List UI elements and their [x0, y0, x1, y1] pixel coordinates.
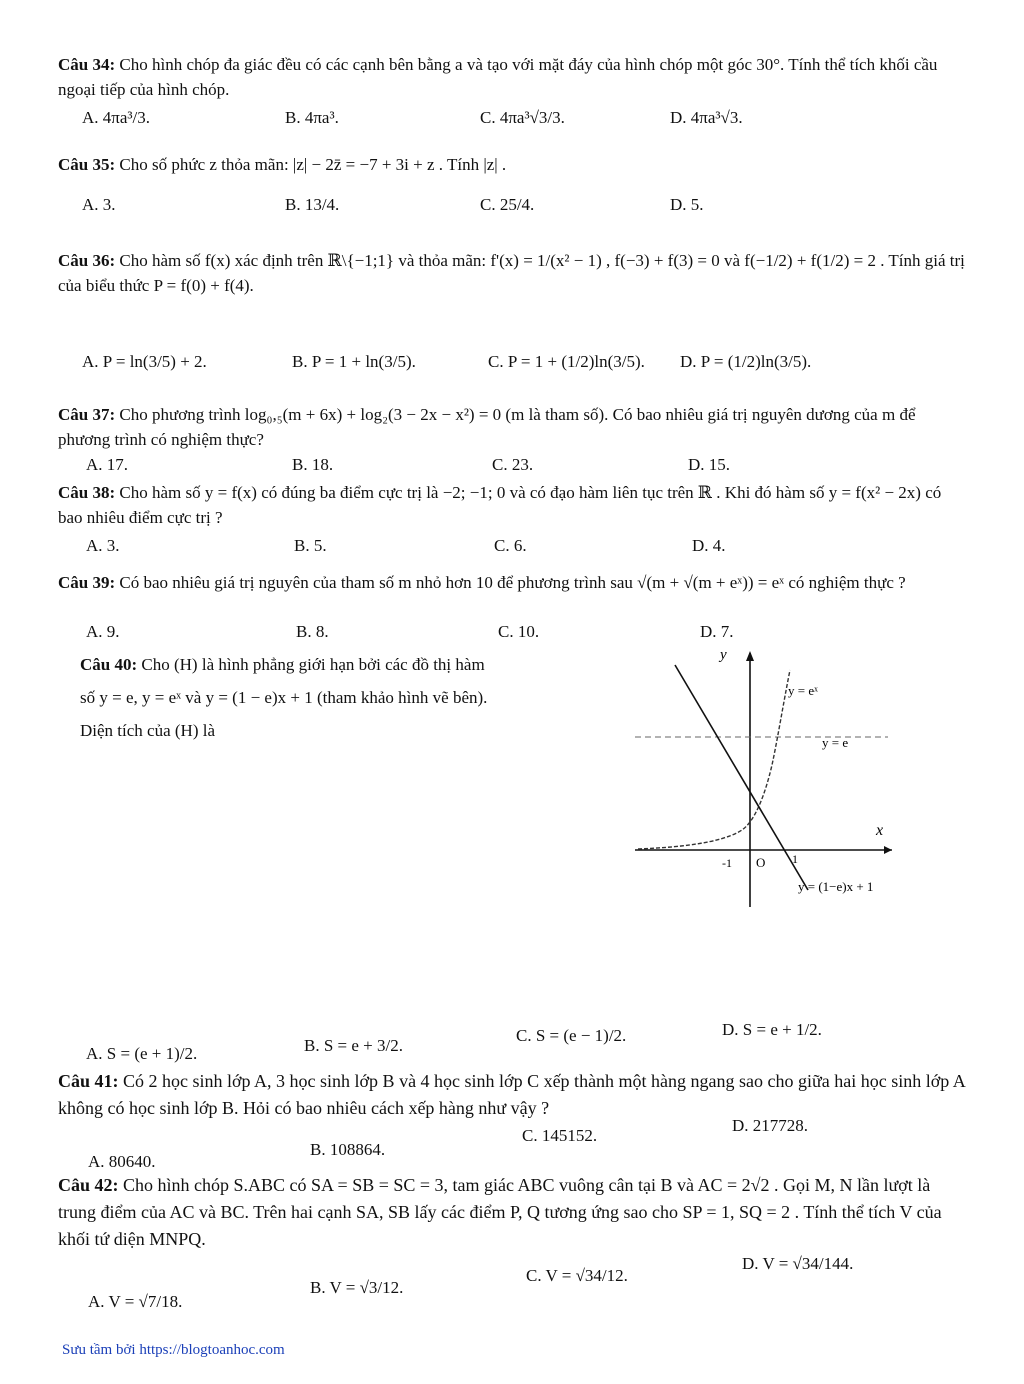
y-axis-label: y [720, 647, 727, 663]
question-text: Cho phương trình log₀,₅(m + 6x) + log₂(3 − 2x − x²) = 0 (m là tham số). Có bao nhiêu giá trị nguyên dương của m để phương trình có nghiệm thực? [58, 405, 916, 449]
option-b: B. 18. [292, 455, 334, 474]
options-35 [82, 195, 962, 229]
question-34 [58, 52, 968, 102]
question-text: Cho hàm số y = f(x) có đúng ba điểm cực trị là −2; −1; 0 và có đạo hàm liên tục trên ℝ . Khi đó hàm số y = f(x² − 2x) có bao nhiêu điểm cực trị ? [58, 483, 942, 527]
question-40 [80, 648, 600, 747]
question-number: Câu 37: [58, 405, 116, 424]
question-35 [58, 152, 968, 177]
option-b: B. V = √3/12. [310, 1278, 404, 1297]
option-d: D. 7. [700, 622, 734, 641]
option-a: A. 9. [86, 622, 120, 641]
question-text: Cho số phức z thỏa mãn: |z| − 2z̄ = −7 + 3i + z . Tính |z| . [119, 155, 507, 174]
option-c: C. 10. [498, 622, 540, 641]
option-b: B. 4πa³. [285, 108, 339, 127]
option-b: B. 8. [296, 622, 329, 641]
options-42 [82, 1254, 962, 1311]
options-41 [82, 1116, 962, 1174]
options-38 [82, 536, 962, 570]
question-number: Câu 35: [58, 155, 116, 174]
option-c: C. P = 1 + (1/2)ln(3/5). [488, 352, 645, 371]
question-text: Cho hình chóp S.ABC có SA = SB = SC = 3, tam giác ABC vuông cân tại B và AC = 2√2 . Gọi M, N lần lượt là trung điểm của AC và BC. Trên hai cạnh SA, SB lấy các điểm P, Q tương ứng sao cho SP = 1, SQ = 2 . Tính thể tích V của khối tứ diện MNPQ. [58, 1175, 942, 1249]
option-c: C. 145152. [522, 1126, 598, 1145]
option-d: D. 4. [692, 536, 726, 555]
option-d: D. 4πa³√3. [670, 108, 743, 127]
option-b: B. 5. [294, 536, 327, 555]
option-c: C. 6. [494, 536, 527, 555]
question-number: Câu 41: [58, 1071, 119, 1091]
option-b: B. 108864. [310, 1140, 386, 1159]
option-c: C. 23. [492, 455, 534, 474]
line-linear [675, 665, 808, 890]
x-axis-label: x [876, 822, 884, 839]
x-axis-arrow [884, 846, 892, 854]
question-text-line1: Cho (H) là hình phẳng giới hạn bởi các đồ thị hàm [141, 655, 485, 674]
label-e: y = e [822, 735, 849, 750]
question-text: Có bao nhiêu giá trị nguyên của tham số m nhỏ hơn 10 để phương trình sau √(m + √(m + eˣ)) = eˣ có nghiệm thực ? [119, 573, 906, 592]
question-number: Câu 34: [58, 55, 116, 74]
options-36 [82, 352, 962, 386]
option-d: D. 217728. [732, 1116, 809, 1135]
option-b: B. 13/4. [285, 195, 340, 214]
option-a: A. 17. [86, 455, 129, 474]
y-axis-arrow [746, 651, 754, 661]
question-text-line2: số y = e, y = eˣ và y = (1 − e)x + 1 (tham khảo hình vẽ bên). [80, 688, 488, 707]
option-a: A. 3. [82, 195, 116, 214]
option-a: A. V = √7/18. [88, 1292, 183, 1311]
option-a: A. 4πa³/3. [82, 108, 150, 127]
option-a: A. 3. [86, 536, 120, 555]
option-d: D. P = (1/2)ln(3/5). [680, 352, 812, 371]
label-linear: y = (1−e)x + 1 [798, 879, 874, 894]
question-38 [58, 480, 968, 530]
question-number: Câu 39: [58, 573, 116, 592]
option-a: A. P = ln(3/5) + 2. [82, 352, 207, 371]
option-d: D. 5. [670, 195, 704, 214]
question-text: Cho hàm số f(x) xác định trên ℝ\{−1;1} và thỏa mãn: f'(x) = 1/(x² − 1) , f(−3) + f(3) = 0 và f(−1/2) + f(1/2) = 2 . Tính giá trị của biểu thức P = f(0) + f(4). [58, 251, 965, 295]
option-c: C. 25/4. [480, 195, 535, 214]
function-graph [630, 645, 900, 910]
question-text: Cho hình chóp đa giác đều có các cạnh bên bằng a và tạo với mặt đáy của hình chóp một góc 30°. Tính thể tích khối cầu ngoại tiếp của hình chóp. [58, 55, 938, 99]
origin-label: O [756, 855, 766, 870]
option-c: C. 4πa³√3/3. [480, 108, 565, 127]
question-42 [58, 1172, 968, 1253]
question-37 [58, 402, 968, 452]
question-text: Có 2 học sinh lớp A, 3 học sinh lớp B và 4 học sinh lớp C xếp thành một hàng ngang sao cho giữa hai học sinh lớp A không có học sinh lớp B. Hỏi có bao nhiêu cách xếp hàng như vậy ? [58, 1071, 965, 1118]
option-a: A. 80640. [88, 1152, 156, 1171]
question-text-line3: Diện tích của (H) là [80, 721, 215, 740]
option-c: C. V = √34/12. [526, 1266, 628, 1285]
tick-label-neg1: -1 [722, 856, 732, 870]
option-b: B. P = 1 + ln(3/5). [292, 352, 416, 371]
question-36 [58, 248, 968, 298]
option-b: B. S = e + 3/2. [304, 1036, 403, 1055]
question-number: Câu 42: [58, 1175, 119, 1195]
label-exp: y = eˣ [788, 683, 818, 698]
question-number: Câu 38: [58, 483, 116, 502]
question-41 [58, 1068, 968, 1122]
question-39 [58, 570, 968, 595]
options-40 [82, 1020, 962, 1063]
question-number: Câu 40: [80, 655, 138, 674]
option-d: D. 15. [688, 455, 731, 474]
tick-label-1: 1 [792, 852, 798, 866]
question-number: Câu 36: [58, 251, 116, 270]
option-a: A. S = (e + 1)/2. [86, 1044, 198, 1063]
option-c: C. S = (e − 1)/2. [516, 1026, 627, 1045]
source-footer: Sưu tầm bởi https://blogtoanhoc.com [62, 1342, 285, 1358]
options-34 [82, 108, 962, 142]
option-d: D. V = √34/144. [742, 1254, 854, 1273]
option-d: D. S = e + 1/2. [722, 1020, 822, 1039]
